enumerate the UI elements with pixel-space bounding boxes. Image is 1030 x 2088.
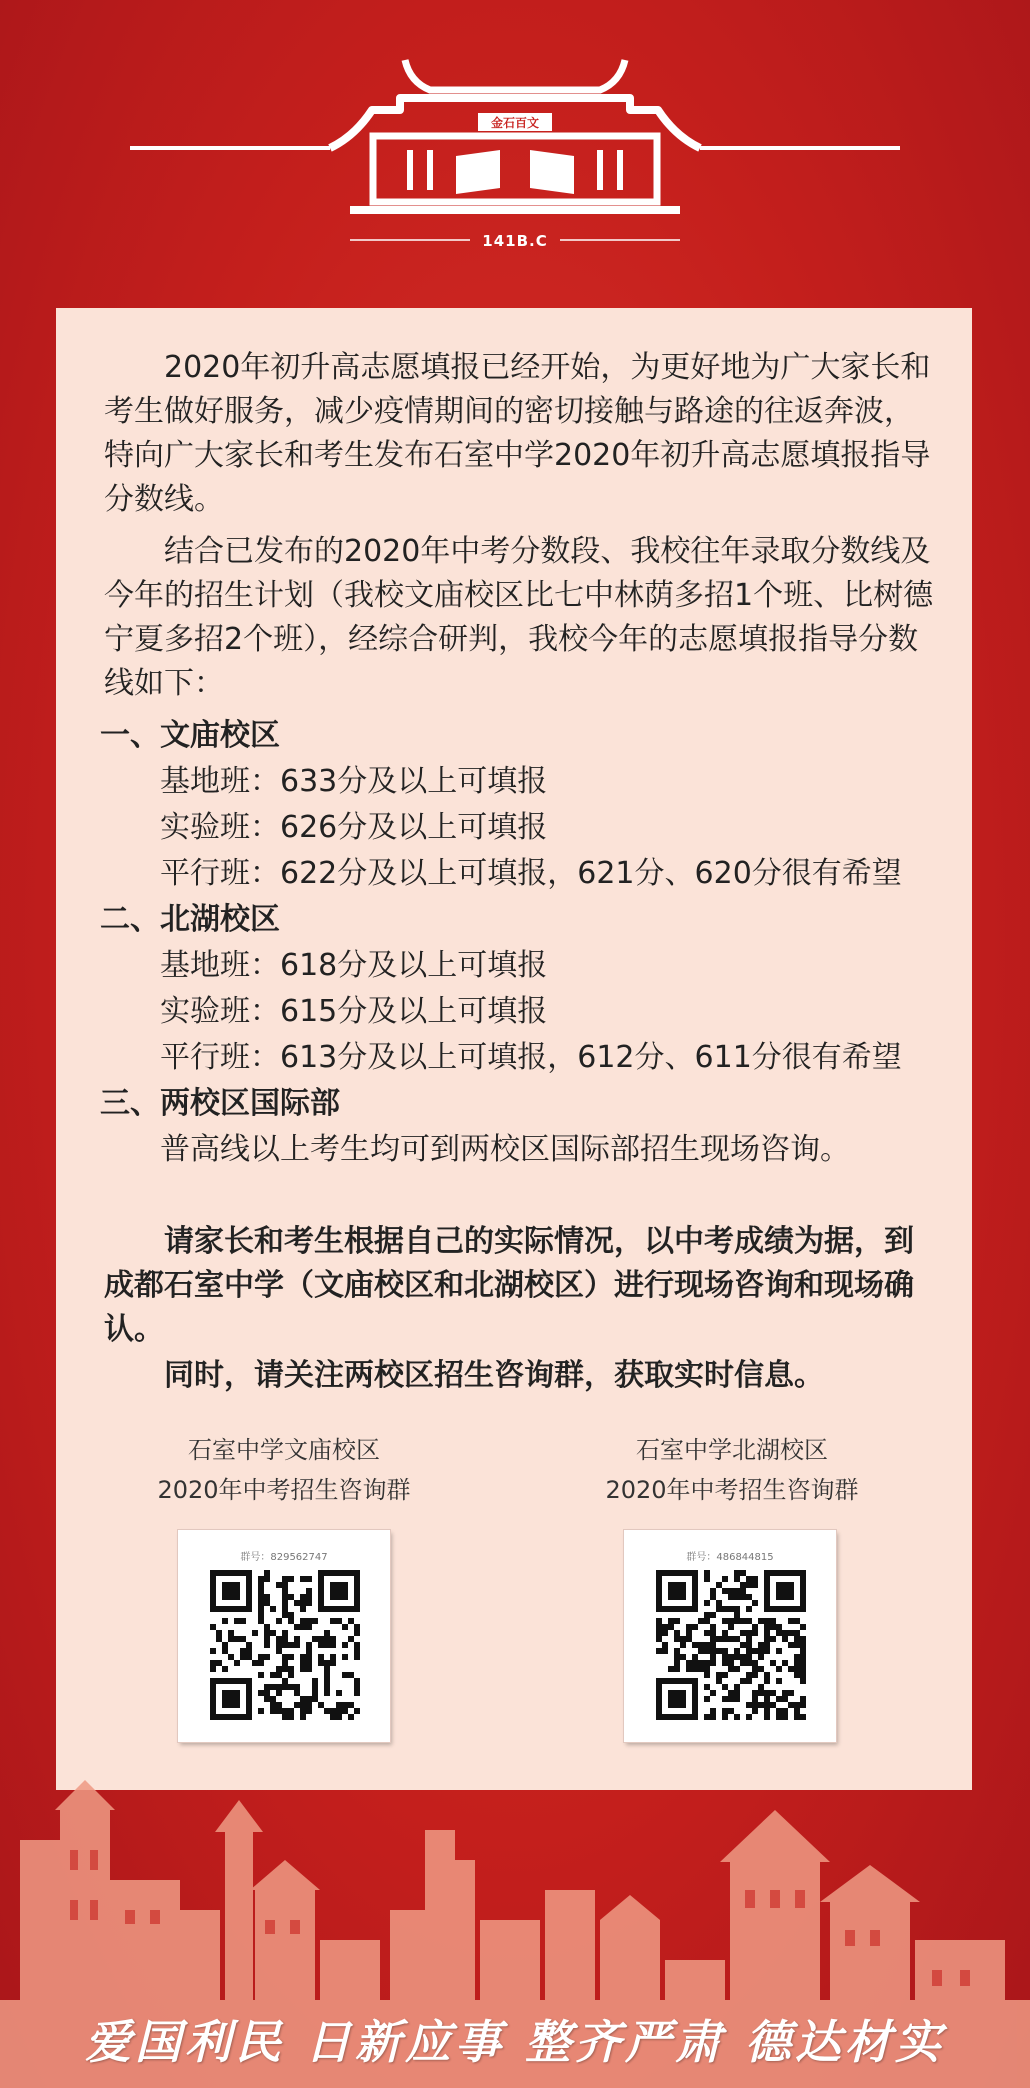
qr-group-school: 石室中学文庙校区 [188, 1436, 380, 1464]
qr-group-name: 2020年中考招生咨询群 [157, 1476, 411, 1504]
qr-group-school: 石室中学北湖校区 [636, 1436, 828, 1464]
closing-paragraph-1: 请家长和考生根据自己的实际情况，以中考成绩为据，到成都石室中学（文庙校区和北湖校区）进行现场咨询和现场确认。 [104, 1224, 914, 1347]
notice-panel [56, 308, 972, 1790]
score-line: 普高线以上考生均可到两校区国际部招生现场咨询。 [160, 1132, 850, 1167]
logo-caption: 141B.C [482, 232, 548, 250]
qr-code-icon [656, 1570, 806, 1720]
seal-text: 金石百文 [490, 116, 540, 130]
qr-group-title [552, 1430, 912, 1510]
intro-paragraph-1: 2020年初升高志愿填报已经开始，为更好地为广大家长和考生做好服务，减少疫情期间的密切接触与路途的往返奔波，特向广大家长和考生发布石室中学2020年初升高志愿填报指导分数线。 [104, 350, 931, 517]
school-motto: 爱国利民 日新应事 整齐严肃 德达材实 [84, 2015, 946, 2069]
qr-group-name: 2020年中考招生咨询群 [605, 1476, 859, 1504]
qr-group-title [104, 1430, 464, 1510]
section-heading-international: 三、两校区国际部 [100, 1086, 340, 1121]
score-line: 平行班：622分及以上可填报，621分、620分很有希望 [160, 856, 902, 891]
section-heading-wenmiao: 一、文庙校区 [100, 718, 280, 753]
qr-card-wenmiao[interactable] [178, 1530, 390, 1742]
qr-group-id: 群号：829562747 [240, 1552, 328, 1563]
school-logo [0, 40, 1030, 260]
score-line: 实验班：626分及以上可填报 [160, 810, 548, 845]
score-line: 实验班：615分及以上可填报 [160, 994, 548, 1029]
closing-paragraph-2: 同时，请关注两校区招生咨询群，获取实时信息。 [164, 1358, 824, 1393]
qr-code-icon [210, 1570, 360, 1720]
section-heading-beihu: 二、北湖校区 [100, 902, 280, 937]
qr-group-id: 群号：486844815 [686, 1552, 774, 1563]
qr-card-beihu[interactable] [624, 1530, 836, 1742]
score-line: 基地班：633分及以上可填报 [160, 764, 548, 799]
intro-paragraph-2: 结合已发布的2020年中考分数段、我校往年录取分数线及今年的招生计划（我校文庙校区比七中林荫多招1个班、比树德宁夏多招2个班），经综合研判，我校今年的志愿填报指导分数线如下： [104, 534, 934, 701]
score-line: 平行班：613分及以上可填报，612分、611分很有希望 [160, 1040, 902, 1075]
school-gate-icon [0, 40, 1030, 260]
score-line: 基地班：618分及以上可填报 [160, 948, 548, 983]
